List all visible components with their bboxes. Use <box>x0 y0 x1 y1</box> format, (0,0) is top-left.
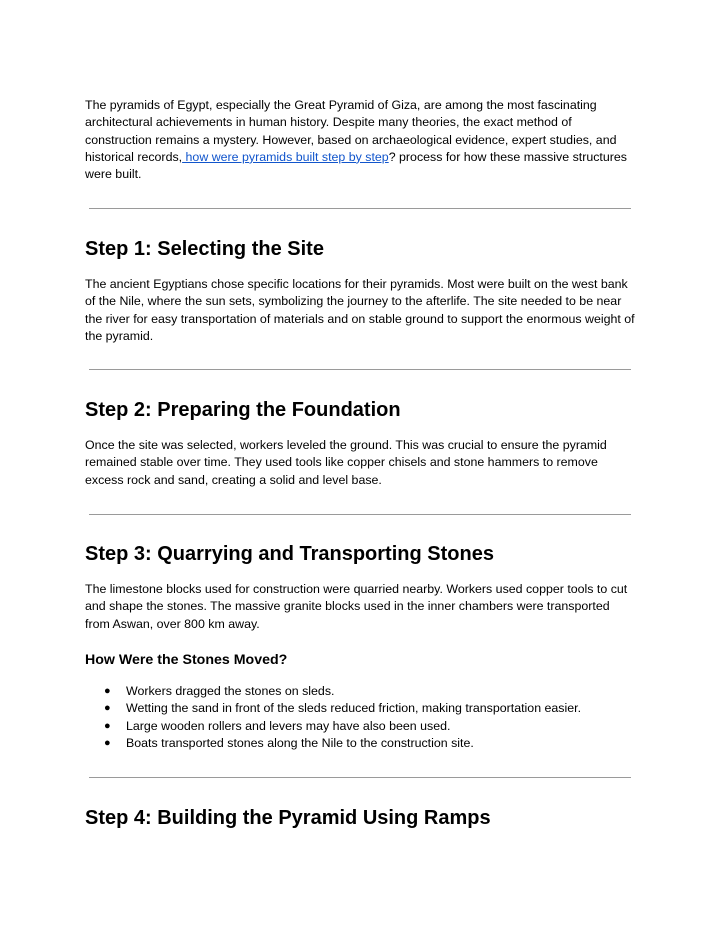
list-item-text: Large wooden rollers and levers may have also been used. <box>126 718 451 733</box>
section-divider <box>89 369 631 370</box>
bullet-icon: ● <box>104 736 111 749</box>
step2-heading: Step 2: Preparing the Foundation <box>85 399 401 421</box>
pyramids-step-by-step-link[interactable]: how were pyramids built step by step <box>182 149 389 164</box>
section-divider <box>89 514 631 515</box>
intro-text-before-link: The pyramids of Egypt, especially the Great Pyramid of Giza, are among the most fascinating architectural achievements in human history. Despite many theories, the exact method of construction remains a mystery. However, based on archaeological evidence, expert studies, and historical records, <box>85 98 617 164</box>
bullet-icon: ● <box>104 685 111 697</box>
step3-paragraph: The limestone blocks used for construction were quarried nearby. Workers used copper tools to cut and shape the stones. The massive granite blocks used in the inner chambers were transported from Aswan, over 800 km away. <box>85 582 628 631</box>
intro-text-after-link: ? process for how these massive structures were built. <box>85 149 627 182</box>
step4-heading: Step 4: Building the Pyramid Using Ramps <box>85 807 491 829</box>
list-item-text: Wetting the sand in front of the sleds reduced friction, making transportation easier. <box>126 701 582 716</box>
bullet-icon: ● <box>104 702 111 715</box>
step1-heading: Step 1: Selecting the Site <box>85 238 324 260</box>
section-divider <box>89 208 631 209</box>
bullet-icon: ● <box>104 719 111 732</box>
list-item <box>85 735 637 752</box>
stones-moved-list <box>85 683 637 752</box>
list-item <box>85 683 637 700</box>
list-item <box>85 700 637 717</box>
intro-paragraph <box>85 97 637 183</box>
stones-moved-subheading: How Were the Stones Moved? <box>85 652 288 668</box>
step2-paragraph: Once the site was selected, workers leveled the ground. This was crucial to ensure the pyramid remained stable over time. They used tools like copper chisels and stone hammers to remove excess rock and sand, creating a solid and level base. <box>85 438 607 487</box>
list-item <box>85 718 637 735</box>
list-item-text: Boats transported stones along the Nile to the construction site. <box>126 735 474 750</box>
section-divider <box>89 777 631 778</box>
step1-paragraph: The ancient Egyptians chose specific locations for their pyramids. Most were built on the west bank of the Nile, where the sun sets, symbolizing the journey to the afterlife. The site needed to be near the river for easy transportation of materials and on stable ground to support the enormous weight of the pyramid. <box>85 277 635 343</box>
list-item-text: Workers dragged the stones on sleds. <box>126 684 335 698</box>
step3-heading: Step 3: Quarrying and Transporting Stones <box>85 543 494 565</box>
